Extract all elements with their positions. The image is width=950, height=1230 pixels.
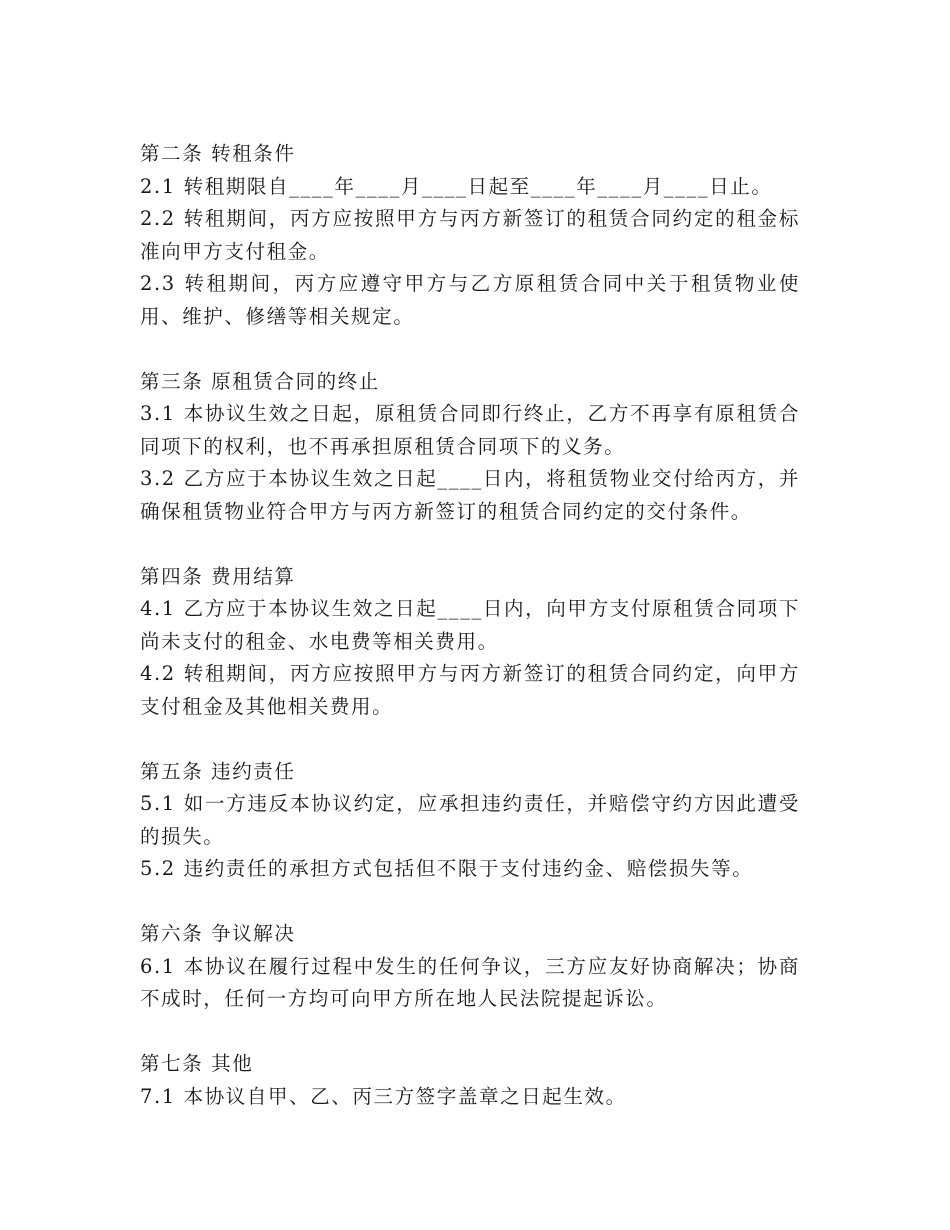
section-title: 第五条 违约责任 [140, 759, 296, 783]
clause-2-3: 2.3 转租期间，丙方应遵守甲方与乙方原租赁合同中关于租赁物业使用、维护、修缮等相关规定。 [140, 272, 800, 328]
clause-6-1: 6.1 本协议在履行过程中发生的任何争议，三方应友好协商解决；协商不成时，任何一方均可向甲方所在地人民法院提起诉讼。 [140, 954, 800, 1010]
clause-7-1: 7.1 本协议自甲、乙、丙三方签字盖章之日起生效。 [140, 1084, 627, 1108]
clause-5-1: 5.1 如一方违反本协议约定，应承担违约责任，并赔偿守约方因此遭受的损失。 [140, 792, 800, 848]
clause-3-1: 3.1 本协议生效之日起，原租赁合同即行终止，乙方不再享有原租赁合同项下的权利，也不再承担原租赁合同项下的义务。 [140, 402, 800, 458]
section-title: 第六条 争议解决 [140, 922, 296, 945]
section-article-7 [140, 1048, 800, 1113]
section-title: 第四条 费用结算 [140, 564, 296, 588]
clause-5-2: 5.2 违约责任的承担方式包括但不限于支付违约金、赔偿损失等。 [140, 857, 754, 880]
section-title: 第二条 转租条件 [140, 142, 296, 165]
clause-4-1: 4.1 乙方应于本协议生效之日起____日内，向甲方支付原租赁合同项下尚未支付的租金、水电费等相关费用。 [140, 597, 800, 653]
clause-2-1: 2.1 转租期限自____年____月____日起至____年____月____日止。 [140, 174, 773, 198]
section-article-6 [140, 918, 800, 1016]
document-body [140, 138, 800, 1146]
section-article-2 [140, 138, 800, 333]
section-article-4 [140, 561, 800, 724]
clause-2-2: 2.2 转租期间，丙方应按照甲方与丙方新签订的租赁合同约定的租金标准向甲方支付租金。 [140, 207, 800, 263]
clause-3-2: 3.2 乙方应于本协议生效之日起____日内，将租赁物业交付给丙方，并确保租赁物业符合甲方与丙方新签订的租赁合同约定的交付条件。 [140, 467, 800, 523]
clause-4-2: 4.2 转租期间，丙方应按照甲方与丙方新签订的租赁合同约定，向甲方支付租金及其他相关费用。 [140, 662, 800, 718]
section-title: 第三条 原租赁合同的终止 [140, 369, 380, 393]
section-article-5 [140, 756, 800, 886]
section-title: 第七条 其他 [140, 1052, 254, 1075]
section-article-3 [140, 366, 800, 529]
